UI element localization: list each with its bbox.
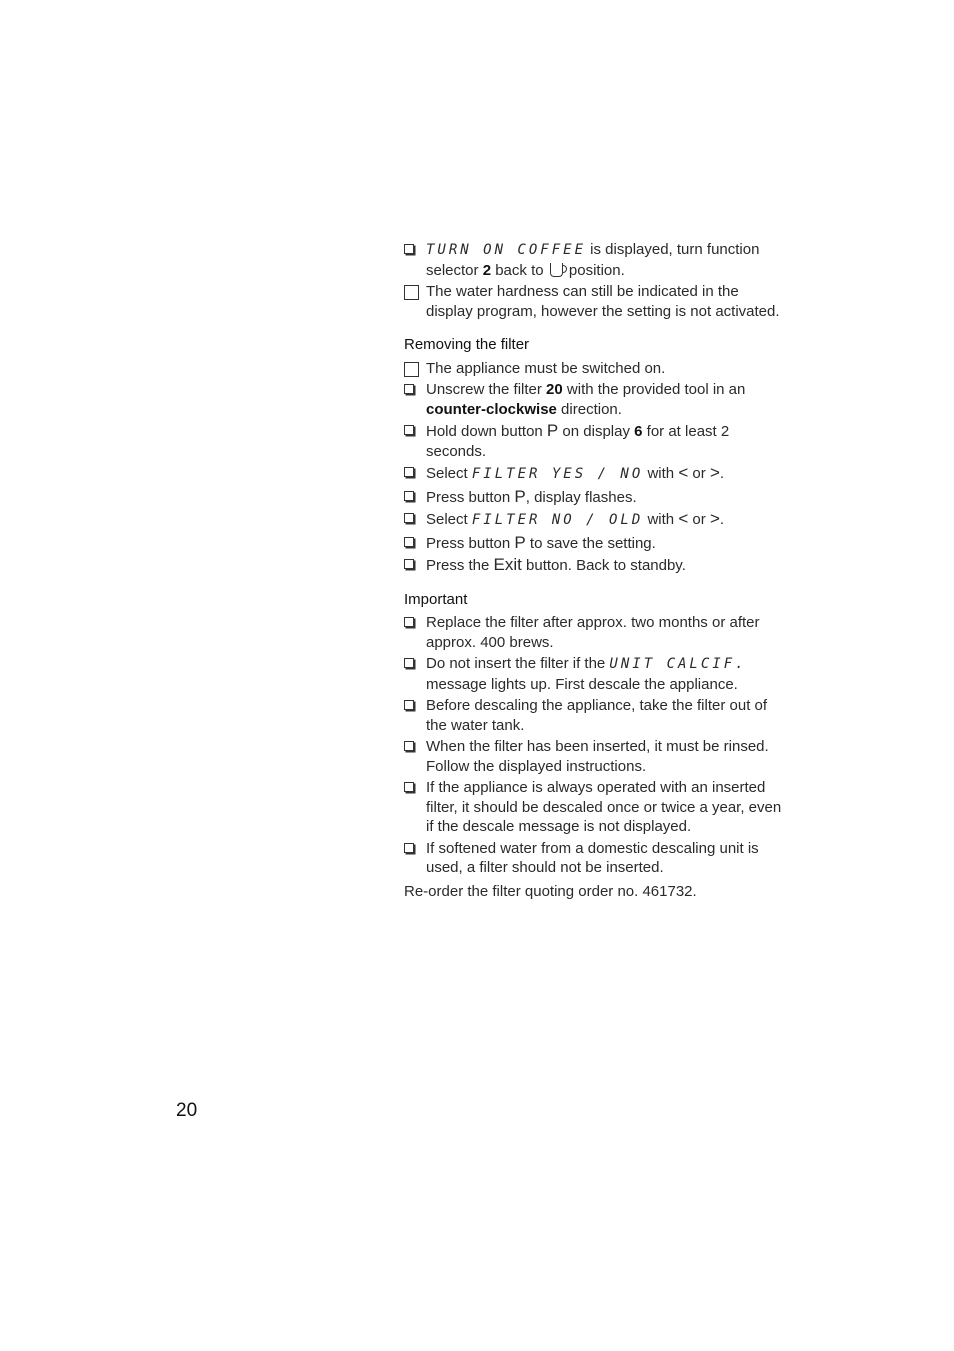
list-item: If the appliance is always operated with an inserted filter, it should be descaled once or twice a year, even if the descale message is not displayed. [404,778,784,837]
checkbox-bullet-icon [404,537,414,547]
section-heading: Important [404,590,468,608]
checkbox-bullet-icon [404,425,414,435]
button-exit-label: Exit [493,555,522,574]
note-item: The appliance must be switched on. [404,359,784,379]
button-p-label: P [514,532,526,552]
list-item: Hold down button P on display 6 for at least 2 seconds. [404,421,784,461]
checkbox-bullet-icon [404,617,414,627]
checkbox-bullet-icon [404,384,414,394]
reorder-note: Re-order the filter quoting order no. 461732. [404,882,697,900]
section-heading: Removing the filter [404,336,530,353]
display-message: FILTER YES / NO [471,466,644,482]
greater-than-icon: > [709,463,720,482]
checkbox-bullet-icon [404,467,414,477]
checkbox-bullet-icon [404,782,414,792]
greater-than-icon: > [709,509,720,528]
checkbox-bullet-icon [404,513,414,523]
list-item: Press button P to save the setting. [404,533,784,554]
cup-icon [550,263,563,277]
checkbox-bullet-icon [404,491,414,501]
list-item: Select FILTER NO / OLD with < or >. [404,509,784,531]
display-message: TURN ON COFFEE [426,242,587,258]
list-item: Replace the filter after approx. two months or after approx. 400 brews. [404,613,784,652]
checkbox-bullet-icon [404,741,414,751]
list-item: Press button P, display flashes. [404,487,784,508]
display-message: FILTER NO / OLD [471,512,644,528]
checkbox-bullet-icon [404,244,414,254]
note-box-icon [404,285,419,300]
less-than-icon: < [678,463,689,482]
list-item: TURN ON COFFEE is displayed, turn function selector 2 back to position. [404,240,784,280]
list-item: When the filter has been inserted, it must be rinsed. Follow the displayed instructions. [404,737,784,776]
note-item: The water hardness can still be indicated in the display program, however the setting is not activated. [404,282,784,321]
checkbox-bullet-icon [404,700,414,710]
less-than-icon: < [678,509,689,528]
checkbox-bullet-icon [404,843,414,853]
list-item: If softened water from a domestic descaling unit is used, a filter should not be inserted. [404,839,784,878]
button-p-label: P [546,421,559,440]
list-item: Unscrew the filter 20 with the provided tool in an counter-clockwise direction. [404,380,784,419]
list-item: Press the Exit button. Back to standby. [404,555,784,576]
list-item: Before descaling the appliance, take the filter out of the water tank. [404,696,784,735]
display-message: UNIT CALCIF. [609,656,747,672]
page-number: 20 [176,1100,198,1121]
list-item: Do not insert the filter if the UNIT CALCIF. message lights up. First descale the appliance. [404,654,784,694]
content-column [404,240,784,901]
list-item: Select FILTER YES / NO with < or >. [404,463,784,485]
checkbox-bullet-icon [404,559,414,569]
note-box-icon [404,362,419,377]
button-p-label: P [514,486,526,506]
checkbox-bullet-icon [404,658,414,668]
